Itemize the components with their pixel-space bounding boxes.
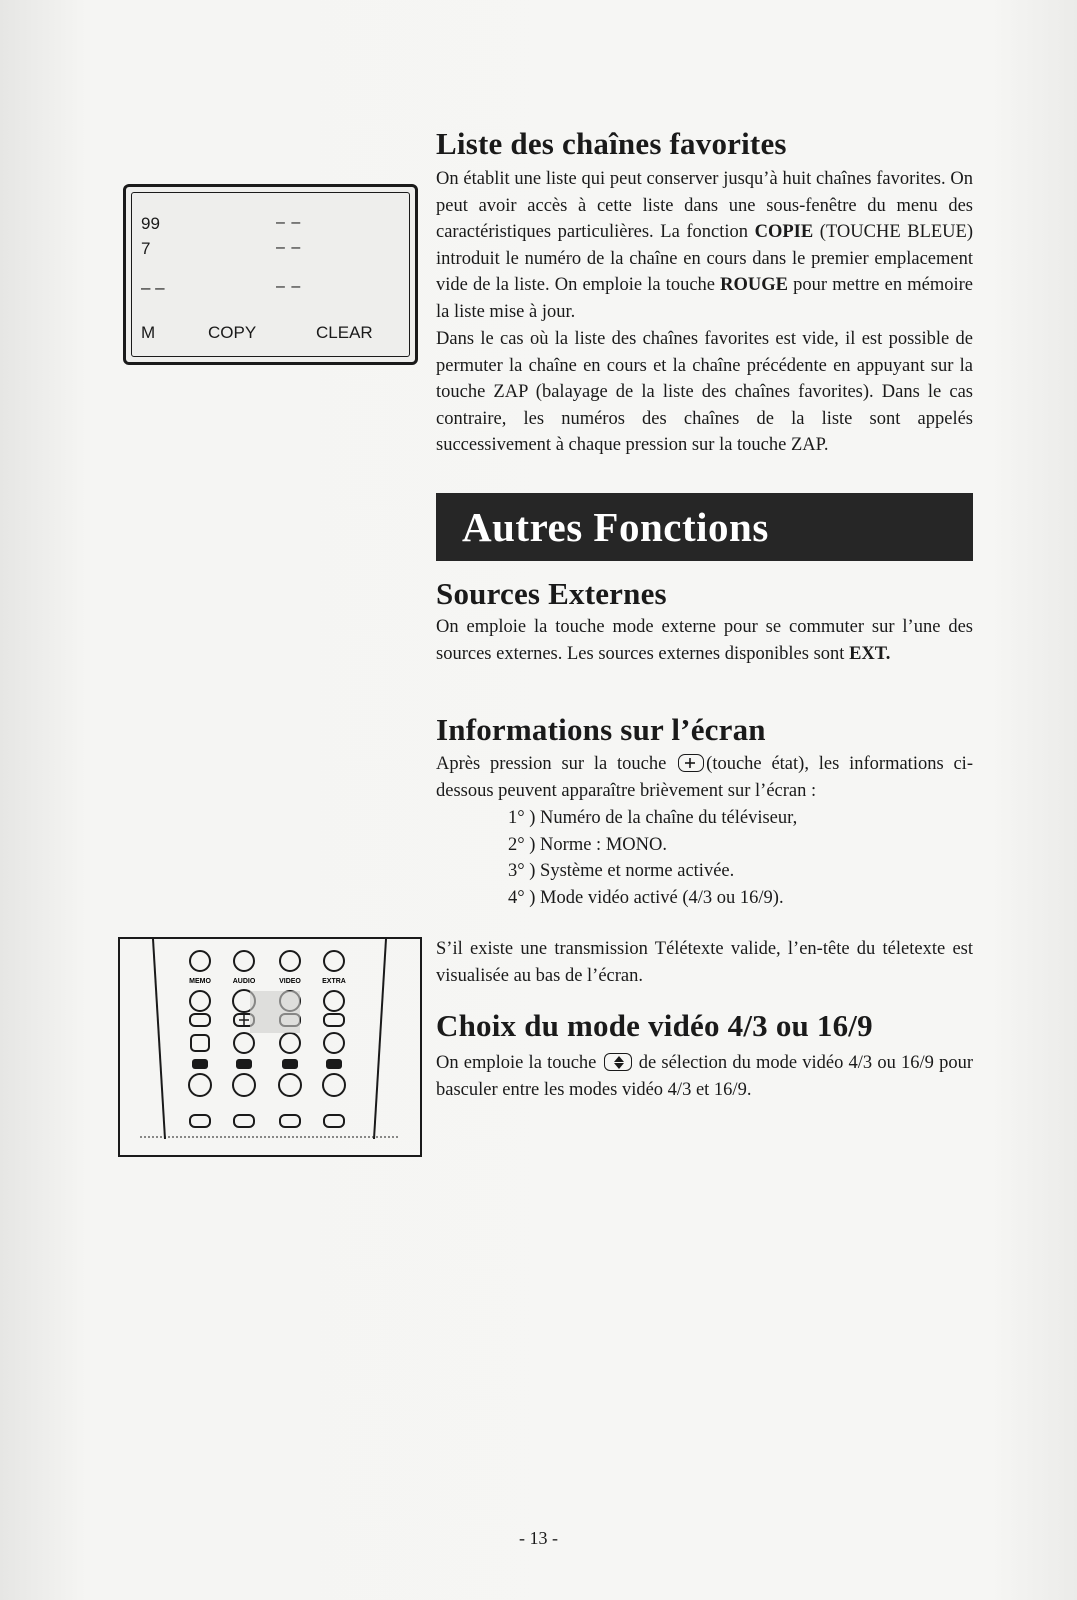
teletext-paragraph: S’il existe une transmission Télétexte valide, l’en-tête du téletexte est visualisée au bas de l’écran. <box>436 939 973 986</box>
screen-row2-number: 7 <box>141 239 151 258</box>
info-list-item: 1° ) Numéro de la chaîne du téléviseur, <box>508 808 798 828</box>
info-list-item: 4° ) Mode vidéo activé (4/3 ou 16/9). <box>508 887 784 908</box>
info-intro: Après pression sur la touche (touche état), les informations ci-dessous peuvent apparaître brièvement sur l’écran : <box>436 754 973 801</box>
favorites-screen-illustration <box>123 184 418 365</box>
remote-label-memo: MEMO <box>189 978 211 985</box>
screen-row3-dash: – – <box>276 278 302 295</box>
info-list <box>508 805 928 911</box>
favorites-paragraph-1: On établit une liste qui peut conserver jusqu’à huit chaînes favorites. On peut avoir accès à cette liste dans une sous-fenêtre du menu des caractéristiques particulières. La fonction COPIE (TOUCHE BLEUE) introduit le numéro de la chaîne en cours dans le premier emplacement vide de la liste. On emploie la touche ROUGE pour mettre en mémoire la liste mise à jour. <box>436 169 974 322</box>
video-mode-key-icon <box>604 1053 632 1071</box>
info-list-item: 3° ) Système et norme activée. <box>508 861 735 882</box>
favorites-title: Liste des chaînes favorites <box>436 126 787 161</box>
sources-paragraph: On emploie la touche mode externe pour se commuter sur l’une des sources externes. Les sources externes disponibles sont EXT. <box>436 617 973 664</box>
screen-clear-label: CLEAR <box>316 323 373 342</box>
remote-illustration <box>118 937 422 1157</box>
status-key-icon <box>678 754 704 772</box>
favorites-paragraph-2: Dans le cas où la liste des chaînes favorites est vide, il est possible de permuter la chaîne en cours et la chaîne précédente en appuyant sur la touche ZAP (balayage de la liste des chaînes favorites). Dans le cas contraire, les numéros des chaînes de la liste sont appelés successivement à chaque pression sur la touche ZAP. <box>436 329 973 456</box>
screen-row1-number: 99 <box>141 214 160 233</box>
remote-label-video: VIDEO <box>279 978 301 985</box>
video-paragraph: On emploie la touche de sélection du mode vidéo 4/3 ou 16/9 pour basculer entre les modes vidéo 4/3 et 16/9. <box>436 1053 974 1100</box>
remote-drawing <box>120 939 420 1155</box>
screen-row3-number: – – <box>141 278 165 297</box>
page-number: - 13 - <box>519 1528 558 1548</box>
remote-label-extra: EXTRA <box>322 978 346 985</box>
screen-row2-dash: – – <box>276 239 302 256</box>
screen-copy-label: COPY <box>208 323 257 342</box>
info-list-item: 2° ) Norme : MONO. <box>508 834 667 855</box>
sources-title: Sources Externes <box>436 576 667 611</box>
screen-m-label: M <box>141 323 156 342</box>
screen-row1-dash: – – <box>276 214 302 231</box>
info-title: Informations sur l’écran <box>436 712 766 747</box>
video-title: Choix du mode vidéo 4/3 ou 16/9 <box>436 1008 873 1043</box>
remote-label-audio: AUDIO <box>232 978 256 985</box>
section-banner: Autres Fonctions <box>436 493 973 561</box>
